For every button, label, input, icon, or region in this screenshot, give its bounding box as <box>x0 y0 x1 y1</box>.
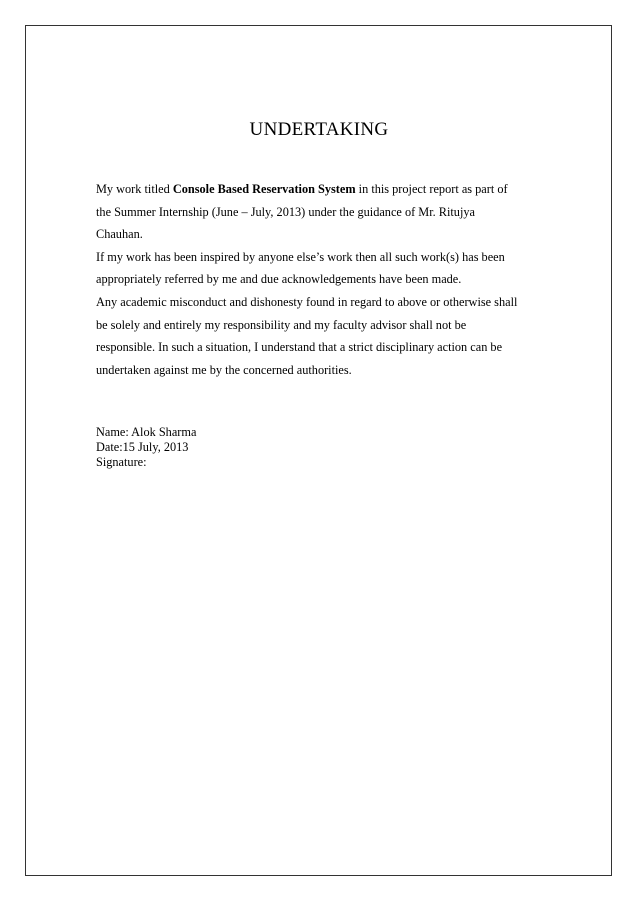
body-line: appropriately referred by me and due acknowledgements have been made. <box>96 272 462 287</box>
text-segment: in this project report as part of <box>355 182 508 196</box>
signature-line: Signature: <box>96 455 147 469</box>
date-line: Date:15 July, 2013 <box>96 440 189 454</box>
body-line: responsible. In such a situation, I understand that a strict disciplinary action can be <box>96 340 503 355</box>
project-title: Console Based Reservation System <box>172 182 356 196</box>
document-title: UNDERTAKING <box>249 119 389 140</box>
body-line: Chauhan. <box>96 227 143 242</box>
body-line: Any academic misconduct and dishonesty found in regard to above or otherwise shall <box>96 294 518 309</box>
undertaking-body <box>96 178 556 381</box>
body-line: the Summer Internship (June – July, 2013) under the guidance of Mr. Ritujya <box>96 204 475 219</box>
body-line: undertaken against me by the concerned authorities. <box>96 362 352 377</box>
text-segment: My work titled <box>96 182 173 196</box>
signature-block <box>96 425 196 470</box>
name-line: Name: Alok Sharma <box>96 425 197 439</box>
body-line: If my work has been inspired by anyone else’s work then all such work(s) has been <box>96 249 505 264</box>
body-line <box>96 178 556 201</box>
body-line: be solely and entirely my responsibility and my faculty advisor shall not be <box>96 317 467 332</box>
